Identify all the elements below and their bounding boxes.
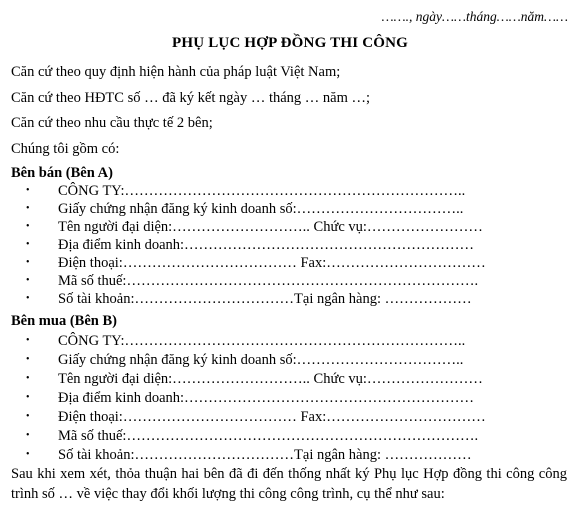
preamble-needs: Căn cứ theo nhu cầu thực tế 2 bên; [11,115,213,131]
party-b-item [26,408,486,426]
party-b-company: CÔNG TY:…………………………………………………………….. [58,333,466,349]
party-a-phone-fax: Điện thoại:……………………………… Fax:…………………………… [58,255,486,271]
party-b-tax-code: Mã số thuế:………………………………………………………………. [58,428,479,444]
closing-paragraph: Sau khi xem xét, thỏa thuận hai bên đã đi đến thống nhất ký Phụ lục Hợp đồng thi công công trình số … về việc thay đổi khối lượng thi công công trình, cụ thể như sau: [11,466,567,502]
party-b-item [26,332,465,350]
preamble-parties-intro: Chúng tôi gồm có: [11,141,120,157]
party-b-item [26,389,474,407]
document-title: PHỤ LỤC HỢP ĐỒNG THI CÔNG [172,35,408,51]
party-a-bank-account: Số tài khoản:……………………………Tại ngân hàng: ……………… [58,291,472,307]
party-a-tax-code: Mã số thuế:………………………………………………………………. [58,273,479,289]
bullet-icon: • [26,411,30,422]
party-a-business-license: Giấy chứng nhận đăng ký kinh doanh số:…………………………….. [58,201,464,217]
bullet-icon: • [26,257,30,268]
party-b-business-location: Địa điểm kinh doanh:…………………………………………………… [58,390,475,406]
party-b-item [26,446,472,464]
party-a-business-location: Địa điểm kinh doanh:…………………………………………………… [58,237,475,253]
date-line: ……., ngày……tháng……năm…… [381,9,568,24]
bullet-icon: • [26,392,30,403]
party-a-item [26,236,474,254]
party-b-item [26,351,463,369]
party-a-item [26,218,483,236]
bullet-icon: • [26,449,30,460]
preamble-legal-basis: Căn cứ theo quy định hiện hành của pháp luật Việt Nam; [11,64,341,80]
party-a-item [26,272,478,290]
party-b-bank-account: Số tài khoản:……………………………Tại ngân hàng: ……………… [58,447,472,463]
bullet-icon: • [26,354,30,365]
bullet-icon: • [26,203,30,214]
bullet-icon: • [26,293,30,304]
party-b-phone-fax: Điện thoại:……………………………… Fax:…………………………… [58,409,486,425]
bullet-icon: • [26,335,30,346]
party-a-item [26,200,463,218]
bullet-icon: • [26,430,30,441]
party-b-item [26,427,478,445]
party-a-company: CÔNG TY:…………………………………………………………….. [58,183,466,199]
bullet-icon: • [26,221,30,232]
party-a-item [26,290,472,308]
party-a-item [26,254,486,272]
bullet-icon: • [26,275,30,286]
party-b-business-license: Giấy chứng nhận đăng ký kinh doanh số:…………………………….. [58,352,464,368]
bullet-icon: • [26,373,30,384]
party-b-item [26,370,483,388]
party-a-item [26,182,465,200]
party-a-representative: Tên người đại diện:……………………….. Chức vụ:…………………… [58,219,483,235]
party-b-representative: Tên người đại diện:……………………….. Chức vụ:…………………… [58,371,483,387]
party-a-heading: Bên bán (Bên A) [11,165,113,181]
bullet-icon: • [26,185,30,196]
party-b-heading: Bên mua (Bên B) [11,313,117,329]
preamble-contract-reference: Căn cứ theo HĐTC số … đã ký kết ngày … tháng … năm …; [11,90,371,106]
bullet-icon: • [26,239,30,250]
